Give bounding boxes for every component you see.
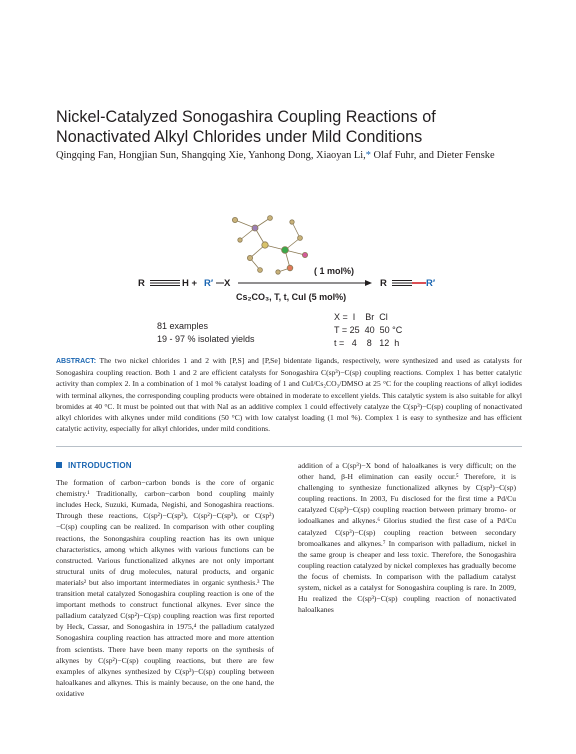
product-r-label: R bbox=[380, 278, 387, 289]
introduction-heading-text: INTRODUCTION bbox=[68, 461, 132, 470]
time-row: t = 4 8 12 h bbox=[334, 338, 400, 348]
article-title: Nickel-Catalyzed Sonogashira Coupling Reactions of Nonactivated Alkyl Chlorides under Mild Conditions bbox=[56, 108, 436, 146]
reactant-r-prime-label: R′ bbox=[204, 278, 214, 289]
intro-paragraph-left: The formation of carbon−carbon bonds is the core of organic chemistry.¹ Traditionally, carbon−carbon bond coupling mainly includes Heck, Suzuki, Kumada, Negishi, and Sonogashira reactions. Through these reactions, C(sp²)−C(sp²), C(sp²)−C(sp³), or C(sp²)−C(sp) coupling can be realized. In comparison with other coupling reactions, the Sonongashira coupling reaction has its own unique characteristics, among which alkynes with various functions can be constructed. Various functionalized alkynes are not only important structural units of drug molecules, natural products, and organic materials² but also important intermediates in organic synthesis.³ The transition metal catalyzed Sonogashira coupling reaction is one of the important methods to construct functional alkynes. Ever since the palladium catalyzed C(sp²)−C(sp) coupling reaction was first reported by Heck, Cassar, and Sonogashira in 1975,⁴ the palladium catalyzed Sonogashira coupling reaction has attracted more and more attention from scientists. There have been many reports on the synthesis of alkynes by C(sp²)−C(sp) coupling reactions, but there are few examples of alkynes synthesized by C(sp³)−C(sp) coupling between haloalkanes and alkynes. This is mainly because, on the one hand, the oxidative bbox=[56, 478, 274, 698]
catalyst-structure-icon bbox=[232, 216, 307, 275]
temperature-row: T = 25 40 50 °C bbox=[334, 325, 403, 335]
yield-range: 19 - 97 % isolated yields bbox=[157, 334, 255, 344]
triple-bond-icon bbox=[150, 281, 180, 286]
section-square-icon bbox=[56, 462, 62, 468]
product-triple-bond-icon bbox=[392, 281, 412, 286]
catalyst-loading-label: ( 1 mol%) bbox=[314, 266, 355, 276]
halide-row: X = I Br Cl bbox=[334, 312, 388, 322]
intro-paragraph-right: addition of a C(sp³)−X bond of haloalkanes is very difficult; on the other hand, β-H elimination can easily occur.⁵ Therefore, it is challenging to synthesize functionalized alkynes by C(sp³)−C(sp) coupling reactions. In 2003, Fu disclosed for the first time a Pd/Cu catalyzed C(sp³)−C(sp) coupling reaction between primary bromo- or iodoalkanes and alkynes.⁶ Glorius studied the first case of a Pd/Cu catalyzed C(sp³)−C(sp) coupling reaction between secondary bromoalkanes and alkynes.⁷ In comparison with palladium, nickel in the same group is cheaper and less toxic. Therefore, the Sonogashira coupling reaction catalyzed by nickel complexes has gradually become the focus of chemists. In comparison with the palladium catalyst system, nickel as a catalyst for Sonogashira coupling is rare. In 2009, Hu realized the C(sp³)−C(sp) coupling reaction of nonactivated haloalkanes bbox=[298, 461, 516, 615]
halide-x-label: X bbox=[224, 278, 231, 289]
right-column bbox=[298, 460, 516, 615]
introduction-heading bbox=[56, 460, 274, 471]
reaction-scheme bbox=[120, 200, 480, 350]
section-divider bbox=[56, 446, 522, 447]
left-column bbox=[56, 460, 274, 699]
abstract-label: ABSTRACT: bbox=[56, 358, 97, 365]
abstract-text: The two nickel chlorides 1 and 2 with [P,S] and [P,Se] bidentate ligands, respectively, were synthesized and used as catalysts for Sonogashira coupling reaction. Both 1 and 2 are efficient catalysts for Sonogashira C(sp³)−C(sp) coupling reactions. Complex 1 has better catalytic activity than complex 2. In a combination of 1 mol % catalyst loading of 1 and CuI/Cs₂CO₃/DMSO at 25 °C for the coupling reactions of alkyl iodides with terminal alkynes, the corresponding coupling products were obtained in moderate to excellent yields. This catalytic system is also suitable for alkyl bromides at 40 °C. It must be pointed out that with NaI as an additive complex 1 could effectively catalyze the C(sp³)−C(sp) coupling of nonactivated alkyl chlorides with alkynes under mild conditions (50 °C) with low catalyst loading (1 mol %). Complex 1 is easy to synthesize and has efficient catalytic activity, especially for alkyl chlorides, under mild conditions. bbox=[56, 356, 523, 434]
author-list bbox=[56, 149, 536, 162]
hydrogen-plus-label: H + bbox=[182, 278, 198, 289]
conditions-label: Cs₂CO₃, T, t, CuI (5 mol%) bbox=[236, 292, 347, 302]
author-names: Qingqing Fan, Hongjian Sun, Shangqing Xie, Yanhong Dong, Xiaoyan Li, bbox=[56, 150, 366, 161]
author-names-rest: Olaf Fuhr, and Dieter Fenske bbox=[370, 150, 495, 161]
product-r-prime-label: R′ bbox=[426, 278, 436, 289]
corresponding-author-marker[interactable]: * bbox=[365, 150, 371, 161]
examples-count: 81 examples bbox=[157, 321, 209, 331]
abstract bbox=[56, 355, 522, 434]
reactant-r-label: R bbox=[138, 278, 145, 289]
